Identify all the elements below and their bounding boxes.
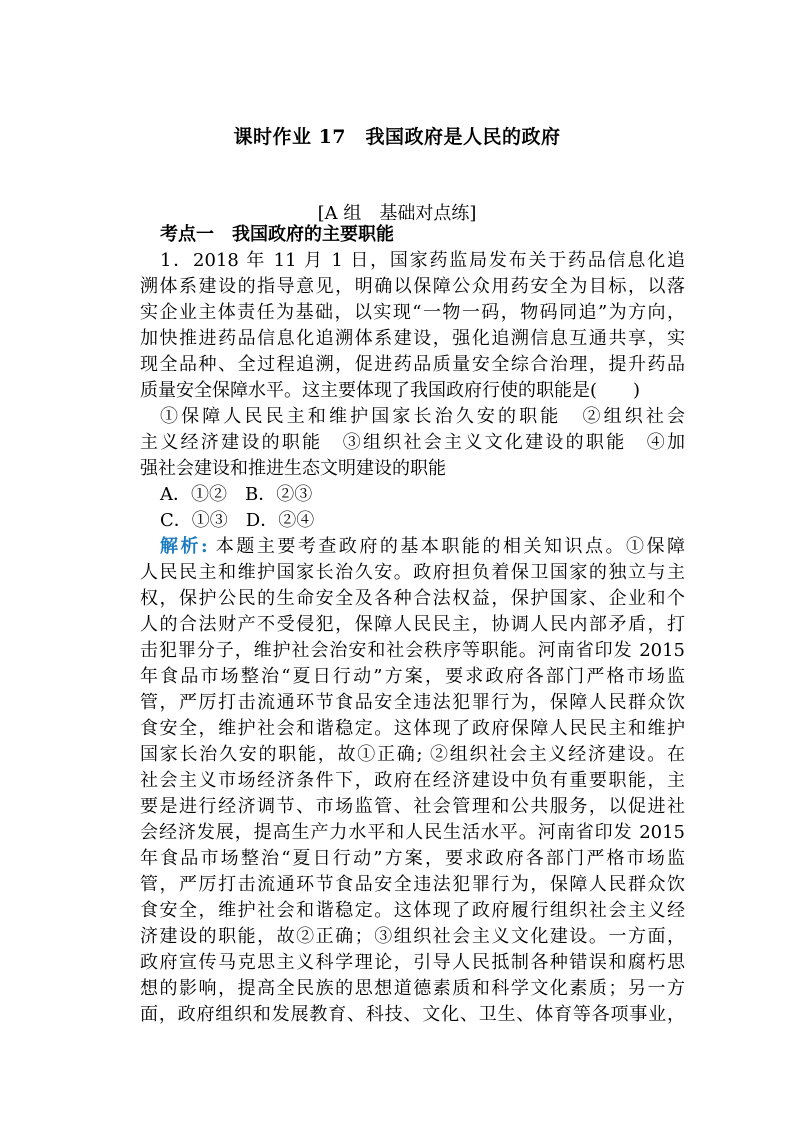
- analysis-line: [140, 534, 685, 560]
- analysis-line: 政府宣传马克思主义科学理论，引导人民抵制各种错误和腐朽思: [140, 952, 685, 973]
- analysis-label: 解析:: [160, 536, 208, 557]
- item-line: ①保障人民民主和维护国家长治久安的职能 ②组织社会: [160, 406, 685, 427]
- analysis-line: 社会主义市场经济条件下，政府在经济建设中负有重要职能，主: [140, 770, 685, 791]
- document-body: [140, 222, 685, 1028]
- page-title: 课时作业 17 我国政府是人民的政府: [233, 126, 561, 148]
- question-line: 实企业主体责任为基础，以实现“一物一码，物码同追”为方向，: [140, 302, 685, 323]
- question-line: 现全品种、全过程追溯，促进药品质量安全综合治理，提升药品: [140, 354, 685, 375]
- question-line: 加快推进药品信息化追溯体系建设，强化追溯信息互通共享，实: [140, 328, 685, 349]
- analysis-line: 权，保护公民的生命安全及各种合法权益，保护国家、企业和个: [140, 588, 685, 609]
- analysis-line: 国家长治久安的职能，故①正确; ②组织社会主义经济建设。在: [140, 744, 685, 765]
- analysis-text: 本题主要考查政府的基本职能的相关知识点。①保障: [207, 536, 685, 557]
- question-line: 溯体系建设的指导意见，明确以保障公众用药安全为目标，以落: [140, 276, 685, 297]
- topic-heading: 考点一 我国政府的主要职能: [160, 224, 394, 245]
- analysis-line: 年食品市场整治“夏日行动”方案，要求政府各部门严格市场监: [140, 848, 685, 869]
- item-line: 强社会建设和推进生态文明建设的职能: [140, 458, 446, 479]
- analysis-line: 管，严厉打击流通环节食品安全违法犯罪行为，保障人民群众饮: [140, 874, 685, 895]
- analysis-line: 要是进行经济调节、市场监管、社会管理和公共服务，以促进社: [140, 796, 685, 817]
- question-line: 质量安全保障水平。这主要体现了我国政府行使的职能是( ): [140, 380, 641, 401]
- analysis-line: 击犯罪分子，维护社会治安和社会秩序等职能。河南省印发 2015: [140, 640, 685, 661]
- option-line: C．①③ D．②④: [160, 510, 315, 531]
- analysis-line: 想的影响，提高全民族的思想道德素质和科学文化素质；另一方: [140, 978, 685, 999]
- question-line: 1．2018 年 11 月 1 日，国家药监局发布关于药品信息化追: [160, 250, 685, 271]
- analysis-line: 人民民主和维护国家长治久安。政府担负着保卫国家的独立与主: [140, 562, 685, 583]
- option-line: A．①② B．②③: [160, 484, 313, 505]
- section-heading: [A 组 基础对点练]: [317, 203, 477, 224]
- analysis-line: 食安全，维护社会和谐稳定。这体现了政府保障人民民主和维护: [140, 718, 685, 739]
- analysis-line: 济建设的职能，故②正确；③组织社会主义文化建设。一方面，: [140, 926, 685, 947]
- analysis-line: 会经济发展，提高生产力水平和人民生活水平。河南省印发 2015: [140, 822, 685, 843]
- analysis-line: 人的合法财产不受侵犯，保障人民民主，协调人民内部矛盾，打: [140, 614, 685, 635]
- analysis-line: 食安全，维护社会和谐稳定。这体现了政府履行组织社会主义经: [140, 900, 685, 921]
- analysis-line: 管，严厉打击流通环节食品安全违法犯罪行为，保障人民群众饮: [140, 692, 685, 713]
- analysis-line: 面，政府组织和发展教育、科技、文化、卫生、体育等各项事业，: [140, 1004, 685, 1025]
- analysis-line: 年食品市场整治“夏日行动”方案，要求政府各部门严格市场监: [140, 666, 685, 687]
- item-line: 主义经济建设的职能 ③组织社会主义文化建设的职能 ④加: [140, 432, 685, 453]
